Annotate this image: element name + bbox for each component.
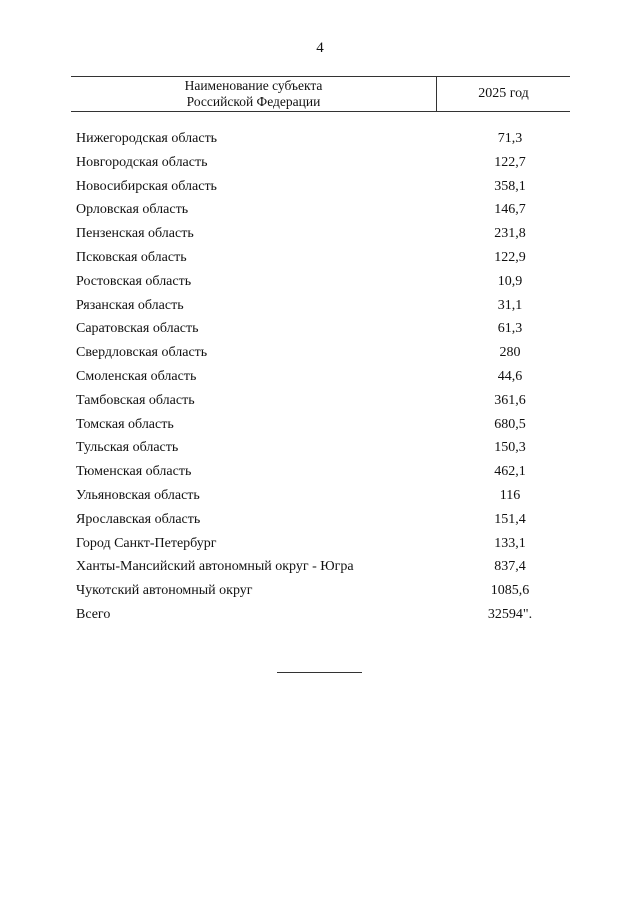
region-value: 122,9 xyxy=(494,249,526,265)
region-value: 122,7 xyxy=(494,154,526,170)
page-number: 4 xyxy=(316,40,324,56)
table-row xyxy=(76,484,536,508)
region-value: 361,6 xyxy=(494,392,526,408)
region-value: 44,6 xyxy=(497,368,523,384)
region-value: 150,3 xyxy=(494,440,526,456)
table-row xyxy=(76,389,536,413)
region-name: Рязанская область xyxy=(76,297,184,313)
header-subject-name-line2: Российской Федерации xyxy=(186,94,321,109)
table-row xyxy=(76,222,536,246)
region-name: Орловская область xyxy=(76,202,189,218)
table-row xyxy=(76,532,536,556)
table-row xyxy=(76,365,536,389)
region-value: 151,4 xyxy=(494,511,526,527)
table-row xyxy=(76,270,536,294)
region-name: Город Санкт-Петербург xyxy=(76,535,217,551)
table-row xyxy=(76,341,536,365)
table-row xyxy=(76,175,536,199)
table-row xyxy=(76,127,536,151)
region-name: Псковская область xyxy=(76,249,187,265)
region-name: Тюменская область xyxy=(76,464,192,480)
region-name: Чукотский автономный округ xyxy=(76,583,253,599)
region-name: Всего xyxy=(76,606,111,622)
region-value: 32594". xyxy=(487,606,533,622)
table-row xyxy=(76,555,536,579)
region-value: 61,3 xyxy=(497,321,523,337)
table-row xyxy=(76,603,536,627)
region-name: Томская область xyxy=(76,416,174,432)
closing-line xyxy=(277,672,362,673)
table-row xyxy=(76,198,536,222)
region-value: 133,1 xyxy=(494,535,526,551)
region-value: 680,5 xyxy=(494,416,526,432)
table-body xyxy=(76,127,536,627)
region-value: 116 xyxy=(499,487,521,503)
table-row xyxy=(76,294,536,318)
region-value: 231,8 xyxy=(494,226,526,242)
region-name: Смоленская область xyxy=(76,368,197,384)
region-name: Тамбовская область xyxy=(76,392,195,408)
region-name: Тульская область xyxy=(76,440,179,456)
region-name: Пензенская область xyxy=(76,226,194,242)
region-value: 31,1 xyxy=(497,297,523,313)
region-name: Ульяновская область xyxy=(76,487,200,503)
region-value: 71,3 xyxy=(497,131,523,146)
region-value: 837,4 xyxy=(494,559,526,575)
table-row xyxy=(76,508,536,532)
header-year: 2025 год xyxy=(478,86,529,101)
region-name: Новосибирская область xyxy=(76,178,217,194)
region-name: Саратовская область xyxy=(76,321,199,337)
region-value: 10,9 xyxy=(497,273,523,289)
region-name: Нижегородская область xyxy=(76,131,218,146)
region-value: 280 xyxy=(499,345,521,361)
table-row xyxy=(76,246,536,270)
table-row xyxy=(76,436,536,460)
header-subject-name xyxy=(71,77,436,111)
region-value: 1085,6 xyxy=(490,583,530,599)
region-value: 358,1 xyxy=(494,178,526,194)
region-value: 146,7 xyxy=(494,202,526,218)
table-row xyxy=(76,579,536,603)
table-row xyxy=(76,460,536,484)
region-value: 462,1 xyxy=(494,464,526,480)
region-name: Новгородская область xyxy=(76,154,208,170)
table-row xyxy=(76,151,536,175)
region-name: Ханты-Мансийский автономный округ - Югра xyxy=(76,559,354,575)
table-row xyxy=(76,413,536,437)
region-name: Свердловская область xyxy=(76,345,208,361)
table-header xyxy=(71,76,570,112)
region-name: Ростовская область xyxy=(76,273,192,289)
table-row xyxy=(76,317,536,341)
header-subject-name-line1: Наименование субъекта xyxy=(184,78,323,93)
region-name: Ярославская область xyxy=(76,511,201,527)
